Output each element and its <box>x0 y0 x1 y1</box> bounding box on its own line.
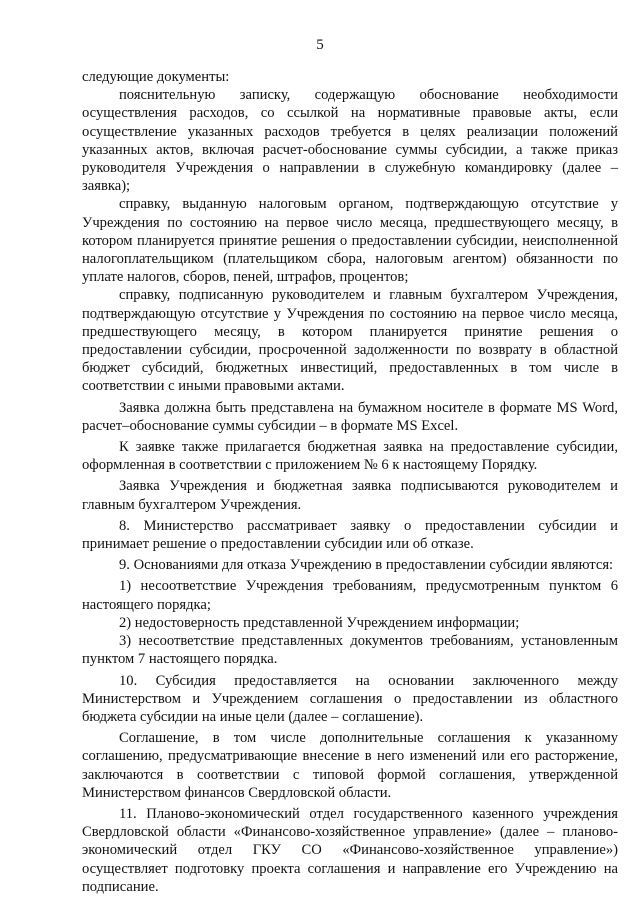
document-body <box>82 68 618 896</box>
paragraph-clause-10: 10. Субсидия предоставляется на основании заключенного между Министерством и Учреждением соглашения о предоставлении из областного бюджета субсидии на иные цели (далее – соглашение). <box>82 672 618 725</box>
paragraph-tax-certificate: справку, выданную налоговым органом, подтверждающую отсутствие у Учреждения по состоянию на первое число месяца, предшествующего месяцу, в котором планируется принятие решения о предоставлении субсидии, неисполненной налогоплательщиком (плательщиком сбора, налоговым агентом) обязанности по уплате налогов, сборов, пеней, штрафов, процентов; <box>82 196 618 286</box>
paragraph-clause-8: 8. Министерство рассматривает заявку о предоставлении субсидии и принимает решение о предоставлении субсидии или об отказе. <box>82 517 618 553</box>
paragraph-reason-3: 3) несоответствие представленных документов требованиям, установленным пунктом 7 настоящего порядка. <box>82 633 618 668</box>
paragraph-clause-11: 11. Планово-экономический отдел государственного казенного учреждения Свердловской области «Финансово-хозяйственное управление» (далее – планово-экономический отдел ГКУ СО «Финансово-хозяйственное управление») осуществляет подготовку проекта соглашения и направление его Учреждению на подписание. <box>82 805 618 895</box>
paragraph-application-format: Заявка должна быть представлена на бумажном носителе в формате MS Word, расчет–обоснование суммы субсидии – в формате MS Excel. <box>82 399 618 434</box>
paragraph-budget-application: К заявке также прилагается бюджетная заявка на предоставление субсидии, оформленная в соответствии с приложением № 6 к настоящему Порядку. <box>82 439 618 474</box>
paragraph-agreement: Соглашение, в том числе дополнительные соглашения к указанному соглашению, предусматривающие внесение в него изменений или его расторжение, заключаются в соответствии с типовой формой соглашения, утвержденной Министерством финансов Свердловской области. <box>82 730 618 801</box>
paragraph-reason-2: 2) недостоверность представленной Учреждением информации; <box>119 614 520 631</box>
paragraph-explanatory-note: пояснительную записку, содержащую обоснование необходимости осуществления расходов, со ссылкой на нормативные правовые акты, если осуществление указанных расходов требуется в целях реализации положений указанных актов, включая расчет-обоснование суммы субсидии, а также приказ руководителя Учреждения о направлении в служебную командировку (далее – заявка); <box>82 87 618 195</box>
paragraph-signatures: Заявка Учреждения и бюджетная заявка подписываются руководителем и главным бухгалтером Учреждения. <box>82 478 618 513</box>
paragraph-debt-certificate: справку, подписанную руководителем и главным бухгалтером Учреждения, подтверждающую отсутствие у Учреждения по состоянию на первое число месяца, предшествующего месяцу, в котором планируется принятие решения о предоставлении субсидии, просроченной задолженности по возврату в областной бюджет субсидий, бюджетных инвестиций, предоставленных в том числе в соответствии с иными правовыми актами. <box>82 287 618 395</box>
paragraph-reason-1: 1) несоответствие Учреждения требованиям, предусмотренным пунктом 6 настоящего порядка; <box>82 578 618 613</box>
paragraph-intro: следующие документы: <box>82 69 230 85</box>
page-number: 5 <box>316 37 324 53</box>
paragraph-clause-9: 9. Основаниями для отказа Учреждению в предоставлении субсидии являются: <box>119 557 614 574</box>
